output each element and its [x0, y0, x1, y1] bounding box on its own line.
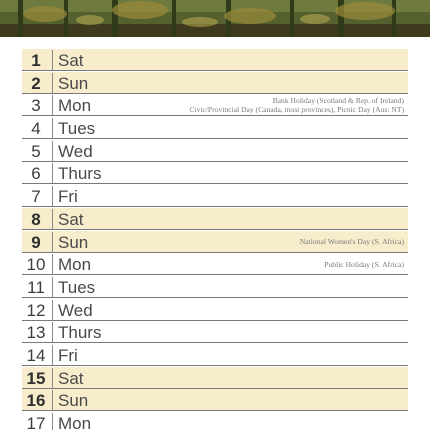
day-row	[22, 367, 408, 389]
column-divider	[52, 50, 53, 70]
day-number: 2	[31, 73, 41, 93]
day-list	[22, 49, 408, 430]
column-divider	[52, 232, 53, 252]
forest-photo-image	[0, 0, 430, 37]
day-number: 1	[31, 51, 41, 70]
day-name: Sun	[58, 73, 89, 93]
day-name: Wed	[58, 300, 93, 320]
day-number: 12	[26, 300, 46, 320]
day-number: 17	[26, 414, 46, 430]
day-name: Tues	[58, 119, 96, 139]
day-name: Fri	[58, 187, 78, 207]
holiday-note: Civic/Provincial Day (Canada, most provinces), Picnic Day (Aus: NT)	[189, 105, 404, 115]
column-divider	[52, 163, 53, 183]
holiday-note: National Women's Day (S. Africa)	[299, 237, 404, 246]
day-name: Sun	[58, 391, 89, 411]
holiday-notes	[300, 231, 404, 253]
day-name: Tues	[58, 277, 96, 297]
day-number: 3	[31, 96, 41, 116]
day-name: Sat	[58, 209, 84, 229]
day-name: Mon	[58, 255, 92, 275]
day-name: Thurs	[58, 323, 102, 343]
day-row	[22, 208, 408, 230]
forest-photo	[0, 0, 430, 37]
day-number: 8	[31, 209, 41, 229]
day-number: 5	[31, 141, 41, 161]
day-name: Sun	[58, 232, 89, 252]
holiday-note: Public Holiday (S. Africa)	[324, 259, 404, 269]
day-row	[22, 253, 408, 275]
day-row	[22, 117, 408, 139]
column-divider	[52, 345, 53, 365]
column-divider	[52, 118, 53, 138]
column-divider	[52, 186, 53, 206]
column-divider	[52, 254, 53, 274]
day-number: 15	[26, 368, 46, 388]
day-number: 10	[26, 255, 46, 275]
column-divider	[52, 322, 53, 342]
column-divider	[52, 368, 53, 388]
day-row	[22, 140, 408, 162]
day-number: 6	[31, 164, 41, 184]
day-number: 4	[31, 119, 41, 139]
day-number: 16	[26, 391, 46, 411]
day-row	[22, 299, 408, 321]
day-row	[22, 412, 408, 430]
day-name: Thurs	[58, 164, 102, 184]
day-row	[22, 185, 408, 207]
day-name: Mon	[58, 414, 92, 430]
day-name: Sat	[58, 368, 84, 388]
column-divider	[52, 390, 53, 410]
day-name: Fri	[58, 345, 78, 365]
holiday-notes	[189, 94, 404, 116]
day-row	[22, 231, 408, 253]
day-number: 7	[31, 187, 41, 207]
column-divider	[52, 95, 53, 115]
day-number: 14	[26, 345, 46, 365]
day-row	[22, 72, 408, 94]
day-row	[22, 321, 408, 343]
day-number: 13	[26, 323, 46, 343]
day-number: 11	[27, 277, 45, 297]
column-divider	[52, 413, 53, 430]
day-row	[22, 94, 408, 116]
column-divider	[52, 73, 53, 93]
column-divider	[52, 141, 53, 161]
day-name: Mon	[58, 96, 92, 116]
day-row	[22, 162, 408, 184]
day-number: 9	[31, 232, 41, 252]
day-row	[22, 276, 408, 298]
day-name: Sat	[58, 51, 84, 70]
column-divider	[52, 300, 53, 320]
day-name: Wed	[58, 141, 93, 161]
day-row	[22, 344, 408, 366]
column-divider	[52, 277, 53, 297]
holiday-note: Bank Holiday (Scotland & Rep. of Ireland)	[272, 96, 404, 106]
column-divider	[52, 209, 53, 229]
day-row	[22, 389, 408, 411]
day-row	[22, 49, 408, 71]
holiday-notes	[324, 253, 404, 275]
